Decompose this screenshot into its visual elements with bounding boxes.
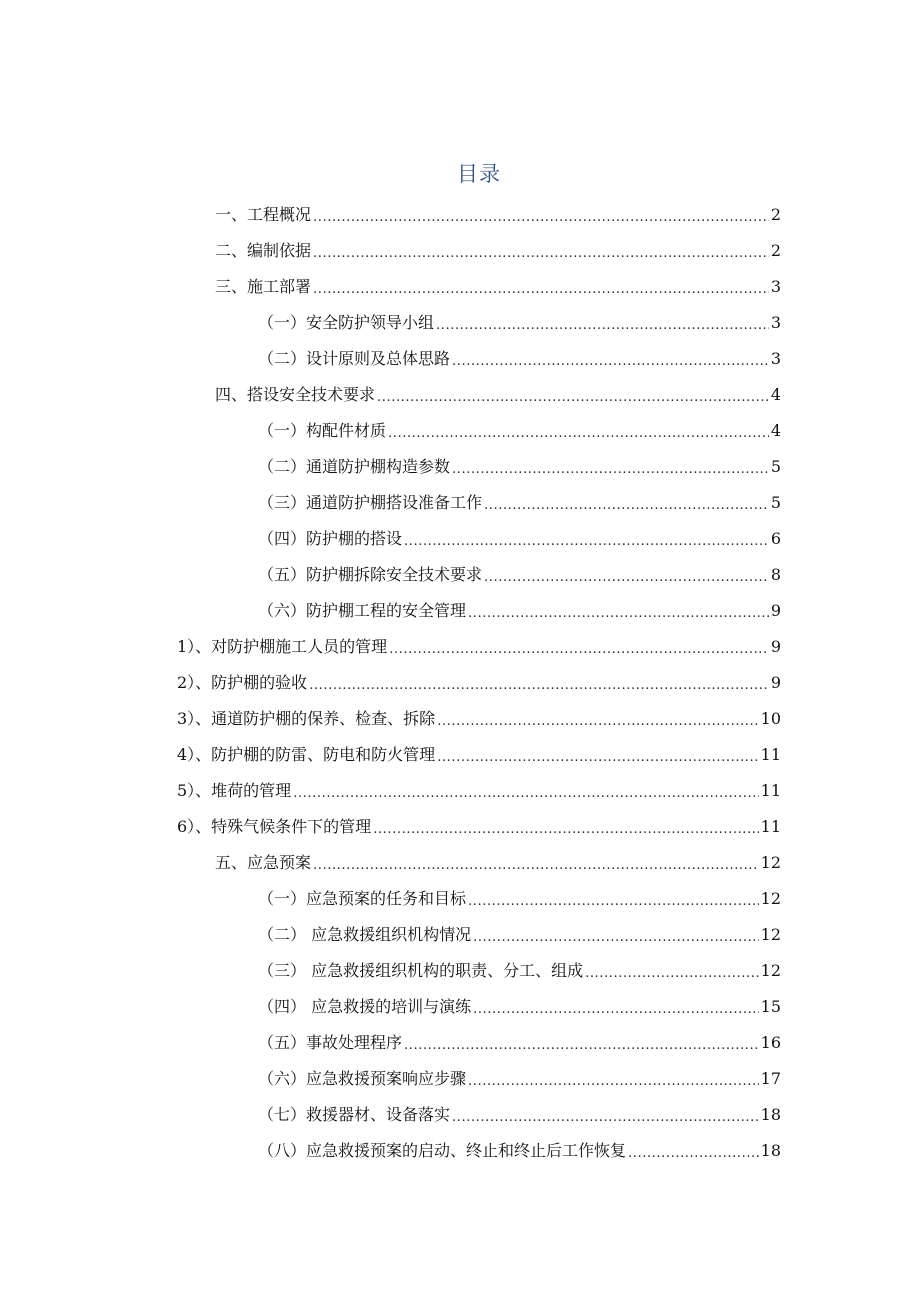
toc-page-number: 4 [770,385,781,404]
toc-leader-dots [452,449,769,485]
toc-entry[interactable] [215,197,781,233]
toc-entry[interactable] [177,773,781,809]
toc-entry-text: （一）构配件材质 [258,421,387,440]
toc-entry-text: （三） 应急救援组织机构的职责、分工、组成 [258,961,584,980]
toc-title: 目录 [457,162,501,186]
toc-leader-dots [484,485,769,521]
toc-leader-dots [313,269,769,305]
toc-page-number: 16 [760,1033,781,1052]
toc-entry[interactable] [258,917,781,953]
toc-entry-text: 1）、对防护棚施工人员的管理 [177,637,388,656]
toc-entry-text: （四） 应急救援的培训与演练 [258,997,472,1016]
toc-page-number: 3 [770,313,781,332]
toc-page-number: 12 [760,889,781,908]
toc-entry-text: 2）、防护棚的验收 [177,673,308,692]
toc-entry[interactable] [258,449,781,485]
toc-page-number: 4 [770,421,781,440]
toc-entry[interactable] [177,665,781,701]
toc-entry[interactable] [258,341,781,377]
toc-entry-text: （五）事故处理程序 [258,1033,403,1052]
toc-entry[interactable] [258,305,781,341]
toc-page-number: 11 [760,817,781,836]
toc-entry[interactable] [258,881,781,917]
toc-leader-dots [389,629,769,665]
toc-entry[interactable] [258,1061,781,1097]
toc-entry[interactable] [215,233,781,269]
toc-entry[interactable] [258,485,781,521]
toc-leader-dots [293,773,758,809]
toc-page-number: 9 [770,601,781,620]
toc-leader-dots [628,1133,759,1169]
toc-entry[interactable] [177,701,781,737]
toc-entry-text: 四、搭设安全技术要求 [215,385,376,404]
toc-entry[interactable] [177,629,781,665]
toc-entry[interactable] [177,809,781,845]
toc-page-number: 11 [760,781,781,800]
toc-entry-text: 4）、防护棚的防雷、防电和防火管理 [177,745,436,764]
toc-entry[interactable] [258,1025,781,1061]
toc-page-number: 18 [760,1105,781,1124]
toc-page-number: 18 [760,1141,781,1160]
toc-entry-text: （八）应急救援预案的启动、终止和终止后工作恢复 [258,1141,627,1160]
toc-leader-dots [388,413,769,449]
toc-entry-text: 三、施工部署 [215,277,312,296]
toc-entry[interactable] [258,953,781,989]
toc-leader-dots [468,593,769,629]
toc-entry[interactable] [258,1097,781,1133]
toc-entry[interactable] [258,989,781,1025]
toc-entry-text: 6）、特殊气候条件下的管理 [177,817,372,836]
toc-leader-dots [309,665,769,701]
toc-entry-text: （一）应急预案的任务和目标 [258,889,467,908]
toc-leader-dots [452,341,769,377]
toc-leader-dots [473,989,759,1025]
toc-page-number: 12 [760,853,781,872]
toc-entry-text: （六）防护棚工程的安全管理 [258,601,467,620]
toc-leader-dots [452,1097,759,1133]
toc-entry-text: （二） 应急救援组织机构情况 [258,925,472,944]
toc-entry[interactable] [215,269,781,305]
toc-entry[interactable] [258,413,781,449]
toc-entry-text: （七）救援器材、设备落实 [258,1105,451,1124]
toc-entry-text: 5）、堆荷的管理 [177,781,292,800]
toc-page-number: 2 [770,205,781,224]
toc-page-number: 3 [770,277,781,296]
toc-page-number: 5 [770,457,781,476]
toc-page-number: 8 [770,565,781,584]
toc-page-number: 11 [760,745,781,764]
toc-leader-dots [313,845,759,881]
toc-entry-text: （二）设计原则及总体思路 [258,349,451,368]
toc-entry[interactable] [258,557,781,593]
toc-leader-dots [436,305,769,341]
toc-leader-dots [468,1061,759,1097]
toc-entry-text: 一、工程概况 [215,205,312,224]
toc-leader-dots [373,809,758,845]
toc-leader-dots [437,701,758,737]
toc-leader-dots [313,197,769,233]
toc-entry-text: 二、编制依据 [215,241,312,260]
toc-leader-dots [473,917,759,953]
toc-page-number: 9 [770,673,781,692]
toc-entry-text: 3）、通道防护棚的保养、检查、拆除 [177,709,436,728]
toc-page-number: 5 [770,493,781,512]
toc-leader-dots [468,881,759,917]
toc-entry[interactable] [258,593,781,629]
toc-entry-text: （四）防护棚的搭设 [258,529,403,548]
toc-page-number: 2 [770,241,781,260]
toc-entry[interactable] [258,1133,781,1169]
toc-entry-text: （二）通道防护棚构造参数 [258,457,451,476]
toc-entry[interactable] [215,845,781,881]
toc-entry-text: （六）应急救援预案响应步骤 [258,1069,467,1088]
toc-leader-dots [585,953,759,989]
toc-page-number: 3 [770,349,781,368]
toc-page-number: 12 [760,925,781,944]
toc-entry-text: （五）防护棚拆除安全技术要求 [258,565,483,584]
toc-page-number: 12 [760,961,781,980]
toc-entry-text: （一）安全防护领导小组 [258,313,435,332]
toc-entry-text: 五、应急预案 [215,853,312,872]
toc-page-number: 9 [770,637,781,656]
toc-leader-dots [404,1025,759,1061]
toc-entry[interactable] [177,737,781,773]
toc-list [0,197,920,1169]
toc-leader-dots [484,557,769,593]
toc-leader-dots [377,377,769,413]
toc-entry-text: （三）通道防护棚搭设准备工作 [258,493,483,512]
toc-leader-dots [404,521,769,557]
toc-entry[interactable] [215,377,781,413]
toc-leader-dots [437,737,758,773]
toc-leader-dots [313,233,769,269]
toc-page-number: 17 [760,1069,781,1088]
toc-page-number: 10 [760,709,781,728]
toc-page-number: 6 [770,529,781,548]
toc-entry[interactable] [258,521,781,557]
toc-page-number: 15 [760,997,781,1016]
